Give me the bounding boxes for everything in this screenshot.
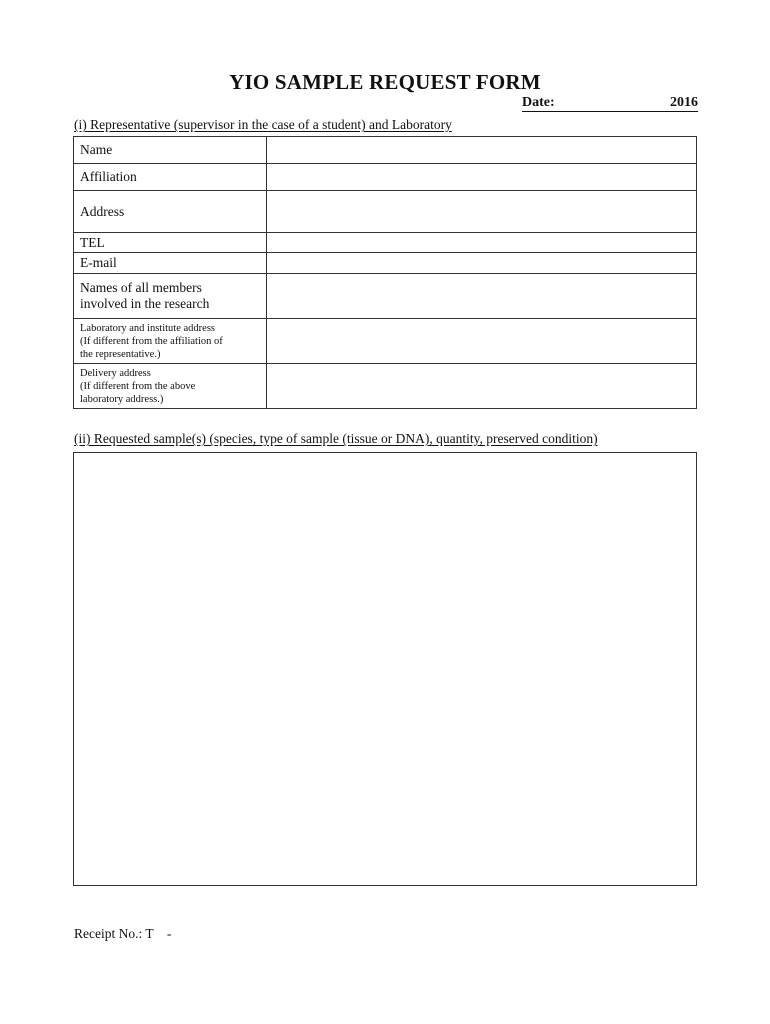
address-field[interactable] (267, 191, 697, 233)
name-field[interactable] (267, 137, 697, 164)
representative-table (73, 136, 697, 409)
table-row-lab-address (74, 319, 697, 364)
affiliation-field[interactable] (267, 164, 697, 191)
table-row-delivery-address (74, 364, 697, 409)
date-underline (522, 111, 698, 112)
date-label: Date: (522, 95, 555, 110)
row-label-affiliation: Affiliation (74, 164, 267, 191)
table-row-members (74, 274, 697, 319)
table-row-email (74, 253, 697, 274)
delivery-address-field[interactable] (267, 364, 697, 409)
requested-samples-field[interactable] (73, 452, 697, 886)
lab-address-field[interactable] (267, 319, 697, 364)
row-label-name: Name (74, 137, 267, 164)
form-title: YIO SAMPLE REQUEST FORM (229, 70, 541, 94)
table-row-tel (74, 233, 697, 253)
table-row-name (74, 137, 697, 164)
row-label-tel: TEL (74, 233, 267, 253)
row-label-email: E-mail (74, 253, 267, 274)
table-row-address (74, 191, 697, 233)
section-2-heading: (ii) Requested sample(s) (species, type of sample (tissue or DNA), quantity, preserved condition) (74, 431, 598, 446)
tel-field[interactable] (267, 233, 697, 253)
email-field[interactable] (267, 253, 697, 274)
date-row (522, 95, 698, 113)
receipt-number: Receipt No.: T - (74, 926, 172, 941)
members-field[interactable] (267, 274, 697, 319)
date-year: 2016 (670, 95, 698, 110)
section-1-heading: (i) Representative (supervisor in the case of a student) and Laboratory (74, 117, 452, 132)
row-label-lab-address: Laboratory and institute address (If different from the affiliation of the representative.) (74, 319, 267, 364)
table-row-affiliation (74, 164, 697, 191)
row-label-members: Names of all members involved in the research (74, 274, 267, 319)
row-label-address: Address (74, 191, 267, 233)
row-label-delivery-address: Delivery address (If different from the above laboratory address.) (74, 364, 267, 409)
